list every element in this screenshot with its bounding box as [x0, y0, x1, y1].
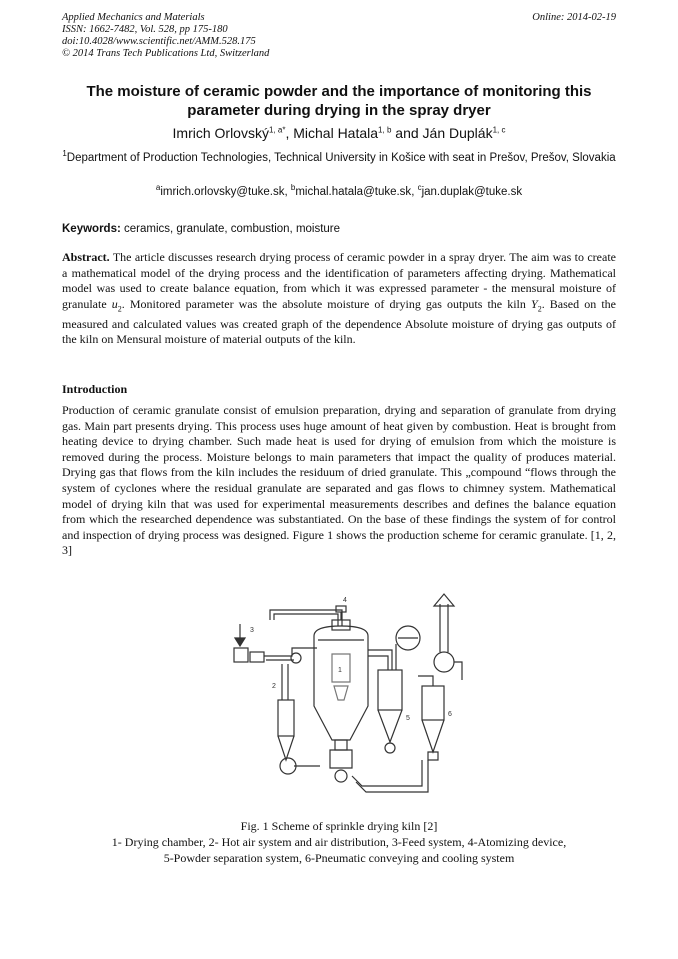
abstract-variable-sub: 2 — [537, 304, 542, 314]
cyclone-5-body — [378, 670, 402, 710]
abstract-label: Abstract. — [62, 250, 110, 264]
abstract-variable: u — [111, 296, 118, 311]
author-sup: 1, c — [492, 125, 506, 135]
journal-header — [62, 12, 616, 60]
email-sup: a — [155, 183, 161, 193]
abstract-text: The article discusses research drying process of ceramic powder in a spray dryer. The aim was to create a mathematical model of the drying process and the identification of parameters affecting drying. Mathematical model was used to create balance equation, from which it was expressed parameter - the mensural moisture of granulate — [62, 250, 616, 311]
author-name: Imrich Orlovský — [172, 125, 269, 141]
drying-chamber — [314, 626, 368, 740]
abstract-text: . Based on the measured and calculated values was created graph of the dependence Absolute moisture of drying gas outputs of the kiln on Mensural moisture of material outputs of the kiln. — [62, 296, 616, 347]
email-link[interactable]: michal.hatala@tuke.sk — [295, 186, 412, 198]
figure-label: 2 — [272, 683, 276, 690]
copyright-line: © 2014 Trans Tech Publications Ltd, Switzerland — [62, 48, 270, 59]
cooling-duct — [454, 662, 462, 680]
air-heater — [278, 700, 294, 736]
affiliation-sup: 1 — [62, 149, 67, 159]
abstract-variable: Y — [531, 296, 538, 311]
doi-line: doi:10.4028/www.scientific.net/AMM.528.175 — [62, 36, 256, 47]
figure-caption-legend: 5-Powder separation system, 6-Pneumatic conveying and cooling system — [163, 851, 515, 865]
hot-air-duct-inner — [274, 614, 338, 626]
feed-motor — [250, 652, 264, 662]
introduction-body: Production of ceramic granulate consist of emulsion preparation, drying and separation of granulate from drying gas. Main part presents drying. This process uses huge amount of heat given by combustion. Heat is brought from heating device to drying chamber. Such made heat is used for drying of emulsion from which the moisture is removed during the process. Moisture belongs to main parameters that impact the quality of produces material. Drying gas that flows from the kiln includes the residuum of dried granulate. This „compound “flows through the system of cyclones where the residual granulate are separated and gas flows to chimney system. Mathematical model of drying kiln that was used for experimental measurements describes and defines the balance equation from which the researched dependence was substantiated. On the base of these findings the system of for control and inspection of drying process was designed. Figure 1 shows the production scheme for ceramic granulate. [1, 2, 3] — [62, 403, 616, 558]
keywords-label: Keywords: — [62, 223, 121, 235]
cyclone-6-duct — [418, 676, 433, 686]
affiliation-text: Department of Production Technologies, Technical University in Košice with seat in Prešov, Prešov, Slovakia — [66, 152, 616, 164]
email-link[interactable]: jan.duplak@tuke.sk — [421, 186, 523, 198]
figure-caption-legend: 1- Drying chamber, 2- Hot air system and air distribution, 3-Feed system, 4-Atomizing device, — [111, 835, 567, 849]
feed-pipe — [264, 648, 317, 656]
author-sup: 1, b — [378, 125, 392, 135]
air-heater-cone — [278, 736, 294, 760]
atomizer-top — [336, 606, 346, 612]
cyclone-5-valve — [385, 743, 395, 753]
journal-name: Applied Mechanics and Materials — [62, 12, 205, 23]
keywords — [62, 221, 616, 237]
issn-line: ISSN: 1662-7482, Vol. 528, pp 175-180 — [62, 24, 228, 35]
author-separator: , — [285, 125, 294, 141]
feed-valve — [291, 653, 301, 663]
cyclone-6-body — [422, 686, 444, 720]
figure-label: 1 — [338, 667, 342, 674]
figure-caption-title: Fig. 1 Scheme of sprinkle drying kiln [2] — [240, 819, 438, 833]
abstract-text: . Monitored parameter was the absolute moisture of drying gas outputs the kiln — [121, 296, 531, 311]
paper-title: The moisture of ceramic powder and the importance of monitoring this parameter during drying in the spray dryer — [86, 83, 592, 119]
author-name: Ján Duplák — [422, 125, 493, 141]
conveying-line-outer — [356, 760, 428, 792]
chimney-arrow — [434, 594, 454, 606]
figure-caption — [40, 818, 638, 866]
author-separator: and — [391, 125, 423, 141]
cooling-fan — [434, 652, 454, 672]
cyclone-6-cone — [422, 720, 444, 752]
email-list: $^a$imrich.orlovsky@tuke.sk, $^b$michal.hatala@tuke.sk, $^c$jan.duplak@tuke.sk — [155, 183, 523, 198]
figure-label: 4 — [343, 597, 347, 604]
exhaust-duct-inner — [368, 656, 388, 670]
email-sup: c — [417, 183, 422, 193]
email-sup: b — [290, 183, 296, 193]
figure-label: 5 — [406, 715, 410, 722]
rotary-valve — [335, 770, 347, 782]
online-date: Online: 2014-02-19 — [532, 12, 616, 23]
section-heading-introduction: Introduction — [62, 382, 128, 396]
cyclone-5-cone — [378, 710, 402, 742]
air-fan — [280, 758, 296, 774]
abstract — [62, 250, 616, 348]
author-sup: 1, a* — [268, 125, 286, 135]
chamber-outlet — [335, 740, 347, 750]
abstract-variable-sub: 2 — [117, 304, 122, 314]
chamber-inner-cone — [334, 686, 348, 700]
email-link[interactable]: imrich.orlovsky@tuke.sk — [160, 186, 285, 198]
conveying-line — [352, 760, 422, 786]
keywords-text: ceramics, granulate, combustion, moisture — [124, 223, 341, 235]
affiliation — [62, 150, 616, 166]
hot-air-duct — [270, 610, 342, 626]
figure-label: 6 — [448, 711, 452, 718]
spray-dryer-scheme-figure — [222, 590, 476, 806]
atomizer-motor — [332, 620, 350, 630]
feed-pump — [234, 648, 248, 662]
author-list — [50, 124, 628, 142]
feed-arrowhead — [235, 638, 245, 646]
figure-label: 3 — [250, 627, 254, 634]
spray-dryer-diagram — [222, 590, 476, 806]
chamber-collector — [330, 750, 352, 768]
author-name: Michal Hatala — [293, 125, 379, 141]
